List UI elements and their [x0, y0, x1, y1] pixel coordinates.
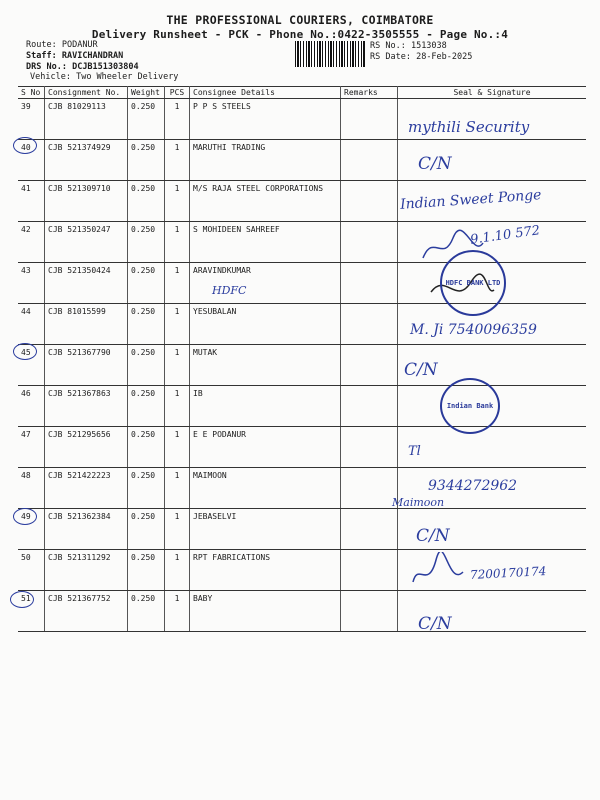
row-consignee: P P S STEELS: [190, 99, 341, 140]
row-pcs: 1: [165, 468, 190, 509]
row-consignee: JEBASELVI: [190, 509, 341, 550]
row-pcs: 1: [165, 427, 190, 468]
vehicle-line: Vehicle: Two Wheeler Delivery: [30, 72, 179, 82]
row-pcs: 1: [165, 181, 190, 222]
circle-mark-45: [13, 343, 37, 360]
row-weight: 0.250: [128, 99, 165, 140]
signature-39: mythili Security: [408, 118, 530, 136]
row-consignee: BABY: [190, 591, 341, 632]
table-row: [18, 509, 586, 550]
row-consignee: IB: [190, 386, 341, 427]
handwriting-47: Tl: [408, 444, 421, 459]
barcode: [295, 41, 365, 67]
row-consignment: CJB 521309710: [45, 181, 128, 222]
row-consignee: M/S RAJA STEEL CORPORATIONS: [190, 181, 341, 222]
circle-mark-40: [13, 137, 37, 154]
drs-value: DCJB151303804: [72, 62, 139, 72]
signature-48: Maimoon: [392, 496, 445, 509]
row-sno: 50: [18, 550, 45, 591]
handwriting-49: C/N: [416, 526, 450, 546]
row-consignment: CJB 521374929: [45, 140, 128, 181]
row-pcs: 1: [165, 509, 190, 550]
drs-line: DRS No.: DCJB151303804: [26, 62, 139, 72]
row-remarks: [341, 304, 398, 345]
row-pcs: 1: [165, 222, 190, 263]
row-consignee: MAIMOON: [190, 468, 341, 509]
note-43: HDFC: [212, 284, 247, 297]
phone-50: 7200170174: [469, 564, 547, 582]
company-title: THE PROFESSIONAL COURIERS, COIMBATORE: [166, 13, 434, 27]
circle-mark-51: [10, 591, 34, 608]
row-consignment: CJB 521362384: [45, 509, 128, 550]
row-consignee: YESUBALAN: [190, 304, 341, 345]
row-remarks: [341, 99, 398, 140]
row-remarks: [341, 222, 398, 263]
row-consignment: CJB 521367752: [45, 591, 128, 632]
row-consignee: S MOHIDEEN SAHREEF: [190, 222, 341, 263]
row-sno: 42: [18, 222, 45, 263]
row-weight: 0.250: [128, 345, 165, 386]
row-remarks: [341, 263, 398, 304]
row-sno: 41: [18, 181, 45, 222]
table-header-row: [18, 87, 586, 99]
rs-no-line: RS No.: 1513038: [370, 41, 447, 51]
row-weight: 0.250: [128, 222, 165, 263]
row-weight: 0.250: [128, 263, 165, 304]
hdfc-bank-stamp: HDFC BANK LTD: [440, 250, 506, 316]
row-sno: 44: [18, 304, 45, 345]
row-seal-signature: [398, 427, 587, 468]
handwriting-42: 9.1.10 572: [469, 223, 541, 248]
row-weight: 0.250: [128, 591, 165, 632]
row-weight: 0.250: [128, 550, 165, 591]
row-remarks: [341, 591, 398, 632]
table-row: [18, 427, 586, 468]
row-consignment: CJB 81015599: [45, 304, 128, 345]
row-pcs: 1: [165, 386, 190, 427]
row-remarks: [341, 345, 398, 386]
runsheet-table: [18, 86, 586, 632]
table-row: [18, 140, 586, 181]
row-consignment: CJB 521295656: [45, 427, 128, 468]
route-line: Route: PODANUR: [26, 40, 98, 50]
rs-date-value: 28-Feb-2025: [416, 52, 473, 62]
staff-line: Staff: RAVICHANDRAN: [26, 51, 124, 61]
col-consignee: Consignee Details: [190, 87, 341, 99]
row-remarks: [341, 468, 398, 509]
row-sno: 39: [18, 99, 45, 140]
table-row: [18, 386, 586, 427]
signature-44: M. Ji 7540096359: [410, 322, 537, 338]
col-pcs: PCS: [165, 87, 190, 99]
col-sno: S No: [18, 87, 45, 99]
row-weight: 0.250: [128, 468, 165, 509]
row-pcs: 1: [165, 591, 190, 632]
row-remarks: [341, 509, 398, 550]
row-pcs: 1: [165, 140, 190, 181]
rs-no-value: 1513038: [410, 41, 447, 51]
staff-value: RAVICHANDRAN: [61, 51, 124, 61]
table-row: [18, 345, 586, 386]
row-remarks: [341, 427, 398, 468]
row-consignee: E E PODANUR: [190, 427, 341, 468]
row-sno: 40: [18, 140, 45, 181]
phone-48: 9344272962: [428, 478, 518, 494]
row-weight: 0.250: [128, 427, 165, 468]
col-seal-signature: Seal & Signature: [398, 87, 587, 99]
row-weight: 0.250: [128, 386, 165, 427]
row-consignment: CJB 81029113: [45, 99, 128, 140]
row-sno: 48: [18, 468, 45, 509]
row-sno: 46: [18, 386, 45, 427]
row-consignee: MUTAK: [190, 345, 341, 386]
row-consignment: CJB 521311292: [45, 550, 128, 591]
row-pcs: 1: [165, 550, 190, 591]
signature-41: Indian Sweet Ponge: [399, 187, 542, 213]
row-pcs: 1: [165, 263, 190, 304]
row-pcs: 1: [165, 99, 190, 140]
row-weight: 0.250: [128, 304, 165, 345]
col-weight: Weight: [128, 87, 165, 99]
row-sno: 51: [18, 591, 45, 632]
row-consignee: RPT FABRICATIONS: [190, 550, 341, 591]
row-consignee: MARUTHI TRADING: [190, 140, 341, 181]
row-remarks: [341, 550, 398, 591]
row-weight: 0.250: [128, 509, 165, 550]
handwriting-45: C/N: [404, 360, 438, 380]
row-remarks: [341, 181, 398, 222]
route-value: PODANUR: [61, 40, 98, 50]
signature-50-scribble: [408, 552, 468, 592]
handwriting-40: C/N: [418, 154, 452, 174]
indian-bank-stamp: Indian Bank: [440, 378, 500, 434]
row-consignment: CJB 521422223: [45, 468, 128, 509]
row-consignment: CJB 521367790: [45, 345, 128, 386]
circle-mark-49: [13, 508, 37, 525]
row-consignee: ARAVINDKUMAR: [190, 263, 341, 304]
row-weight: 0.250: [128, 181, 165, 222]
row-consignment: CJB 521367863: [45, 386, 128, 427]
row-weight: 0.250: [128, 140, 165, 181]
handwriting-51: C/N: [418, 614, 452, 634]
row-sno: 49: [18, 509, 45, 550]
runsheet-subtitle: Delivery Runsheet - PCK - Phone No.:0422-3505555 - Page No.:4: [91, 28, 509, 41]
row-sno: 45: [18, 345, 45, 386]
rs-date-line: RS Date: 28-Feb-2025: [370, 52, 473, 62]
col-consignment: Consignment No.: [45, 87, 128, 99]
vehicle-value: Two Wheeler Delivery: [76, 72, 179, 82]
row-pcs: 1: [165, 304, 190, 345]
row-pcs: 1: [165, 345, 190, 386]
row-sno: 47: [18, 427, 45, 468]
row-consignment: CJB 521350424: [45, 263, 128, 304]
row-sno: 43: [18, 263, 45, 304]
col-remarks: Remarks: [341, 87, 398, 99]
row-remarks: [341, 386, 398, 427]
row-remarks: [341, 140, 398, 181]
table-row: [18, 591, 586, 632]
row-consignment: CJB 521350247: [45, 222, 128, 263]
